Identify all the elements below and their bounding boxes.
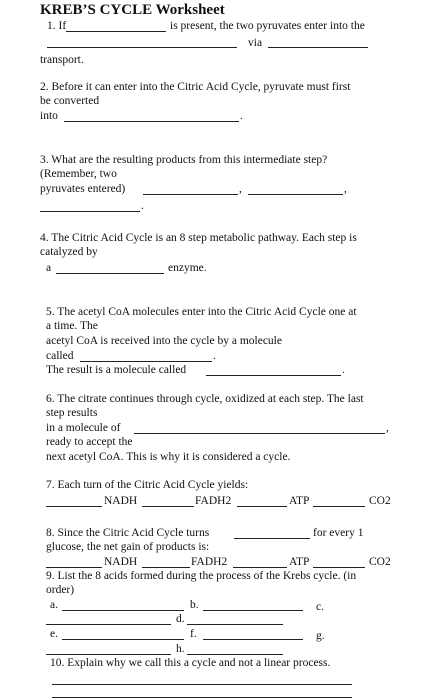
q7-atp-blank[interactable] xyxy=(237,506,287,507)
q8-text-c: glucose, the net gain of products is: xyxy=(46,541,210,553)
q9-blank-d[interactable] xyxy=(187,624,283,625)
q8-blank[interactable] xyxy=(234,538,310,539)
q7-co2-label: CO2 xyxy=(369,495,391,507)
q6-text-c: in a molecule of xyxy=(46,422,121,434)
q4-text-d: enzyme. xyxy=(168,262,207,274)
q6-text-f: next acetyl CoA. This is why it is considered a cycle. xyxy=(46,451,291,463)
q1-text-d: transport. xyxy=(40,54,84,66)
worksheet-title: KREB’S CYCLE Worksheet xyxy=(40,2,225,18)
q9-label-g: g. xyxy=(316,630,325,642)
q3-blank-3[interactable] xyxy=(40,211,140,212)
q8-atp-label: ATP xyxy=(289,556,310,568)
q9-label-c: c. xyxy=(316,601,324,613)
q9-blank-a[interactable] xyxy=(62,610,184,611)
q6-text-d: , xyxy=(386,422,389,434)
q7-fadh2-blank[interactable] xyxy=(142,506,194,507)
q9-label-d: d. xyxy=(176,613,185,625)
q4-text-c: a xyxy=(46,262,52,274)
q3-text-f: . xyxy=(141,200,144,212)
q8-nadh-label: NADH xyxy=(104,556,138,568)
q10-blank-2[interactable] xyxy=(52,697,352,698)
q8-nadh-blank[interactable] xyxy=(46,567,102,568)
q5-text-d: called xyxy=(46,350,74,362)
q7-atp-label: ATP xyxy=(289,495,310,507)
q8-text-a: 8. Since the Citric Acid Cycle turns xyxy=(46,527,210,539)
q6-text-a: 6. The citrate continues through cycle, oxidized at each step. The last xyxy=(46,393,364,405)
q8-fadh2-label: FADH2 xyxy=(191,556,228,568)
q6-text-e: ready to accept the xyxy=(46,436,133,448)
q9-label-a: a. xyxy=(50,599,58,611)
q9-label-e: e. xyxy=(50,628,58,640)
q2-text-d: . xyxy=(240,110,243,122)
q5-text-a: 5. The acetyl CoA molecules enter into the Citric Acid Cycle one at xyxy=(46,306,357,318)
q2-text-a: 2. Before it can enter into the Citric Acid Cycle, pyruvate must first xyxy=(40,81,351,93)
q8-co2-blank[interactable] xyxy=(313,567,365,568)
q7-co2-blank[interactable] xyxy=(313,506,365,507)
q10-blank-1[interactable] xyxy=(52,684,352,685)
q2-blank[interactable] xyxy=(64,121,239,122)
q9-blank-c[interactable] xyxy=(46,624,171,625)
q3-text-d: , xyxy=(239,183,242,195)
q6-blank[interactable] xyxy=(134,433,385,434)
q7-nadh-blank[interactable] xyxy=(46,506,102,507)
q9-label-f: f. xyxy=(190,628,197,640)
q2-text-c: into xyxy=(40,110,58,122)
q8-co2-label: CO2 xyxy=(369,556,391,568)
q7-text-a: 7. Each turn of the Citric Acid Cycle yields: xyxy=(46,479,249,491)
q3-text-b: (Remember, two xyxy=(40,168,117,180)
q1-blank-1[interactable] xyxy=(66,31,166,32)
q5-text-c: acetyl CoA is received into the cycle by a molecule xyxy=(46,335,282,347)
q4-text-b: catalyzed by xyxy=(40,246,98,258)
q4-text-a: 4. The Citric Acid Cycle is an 8 step metabolic pathway. Each step is xyxy=(40,232,357,244)
q6-text-b: step results xyxy=(46,407,98,419)
q9-blank-g[interactable] xyxy=(46,654,171,655)
q9-label-b: b. xyxy=(190,599,199,611)
q1-blank-3[interactable] xyxy=(268,47,368,48)
q9-blank-f[interactable] xyxy=(203,639,303,640)
q5-text-g: . xyxy=(342,364,345,376)
q3-text-e: , xyxy=(344,183,347,195)
q8-atp-blank[interactable] xyxy=(233,567,287,568)
q5-blank-1[interactable] xyxy=(80,361,212,362)
q1-text-c: via xyxy=(248,37,263,49)
q3-blank-2[interactable] xyxy=(248,194,343,195)
q8-text-b: for every 1 xyxy=(313,527,364,539)
q5-text-f: The result is a molecule called xyxy=(46,364,187,376)
q1-text-b: is present, the two pyruvates enter into the xyxy=(170,20,365,32)
q10-text-a: 10. Explain why we call this a cycle and not a linear process. xyxy=(50,657,331,669)
q1-text-a: 1. If xyxy=(47,20,67,32)
q7-nadh-label: NADH xyxy=(104,495,138,507)
q9-label-h: h. xyxy=(176,643,185,655)
q9-text-a: 9. List the 8 acids formed during the process of the Krebs cycle. (in xyxy=(46,570,357,582)
q3-text-c: pyruvates entered) xyxy=(40,183,126,195)
q3-text-a: 3. What are the resulting products from this intermediate step? xyxy=(40,154,328,166)
q5-text-b: a time. The xyxy=(46,320,98,332)
q1-blank-2[interactable] xyxy=(47,47,237,48)
q9-blank-h[interactable] xyxy=(187,654,283,655)
q9-blank-b[interactable] xyxy=(203,610,303,611)
q4-blank[interactable] xyxy=(56,273,164,274)
q7-fadh2-label: FADH2 xyxy=(195,495,232,507)
q5-blank-2[interactable] xyxy=(206,375,341,376)
q2-text-b: be converted xyxy=(40,95,100,107)
q5-text-e: . xyxy=(213,350,216,362)
q3-blank-1[interactable] xyxy=(143,194,238,195)
q8-fadh2-blank[interactable] xyxy=(142,567,190,568)
q9-text-b: order) xyxy=(46,584,75,596)
q9-blank-e[interactable] xyxy=(62,639,184,640)
